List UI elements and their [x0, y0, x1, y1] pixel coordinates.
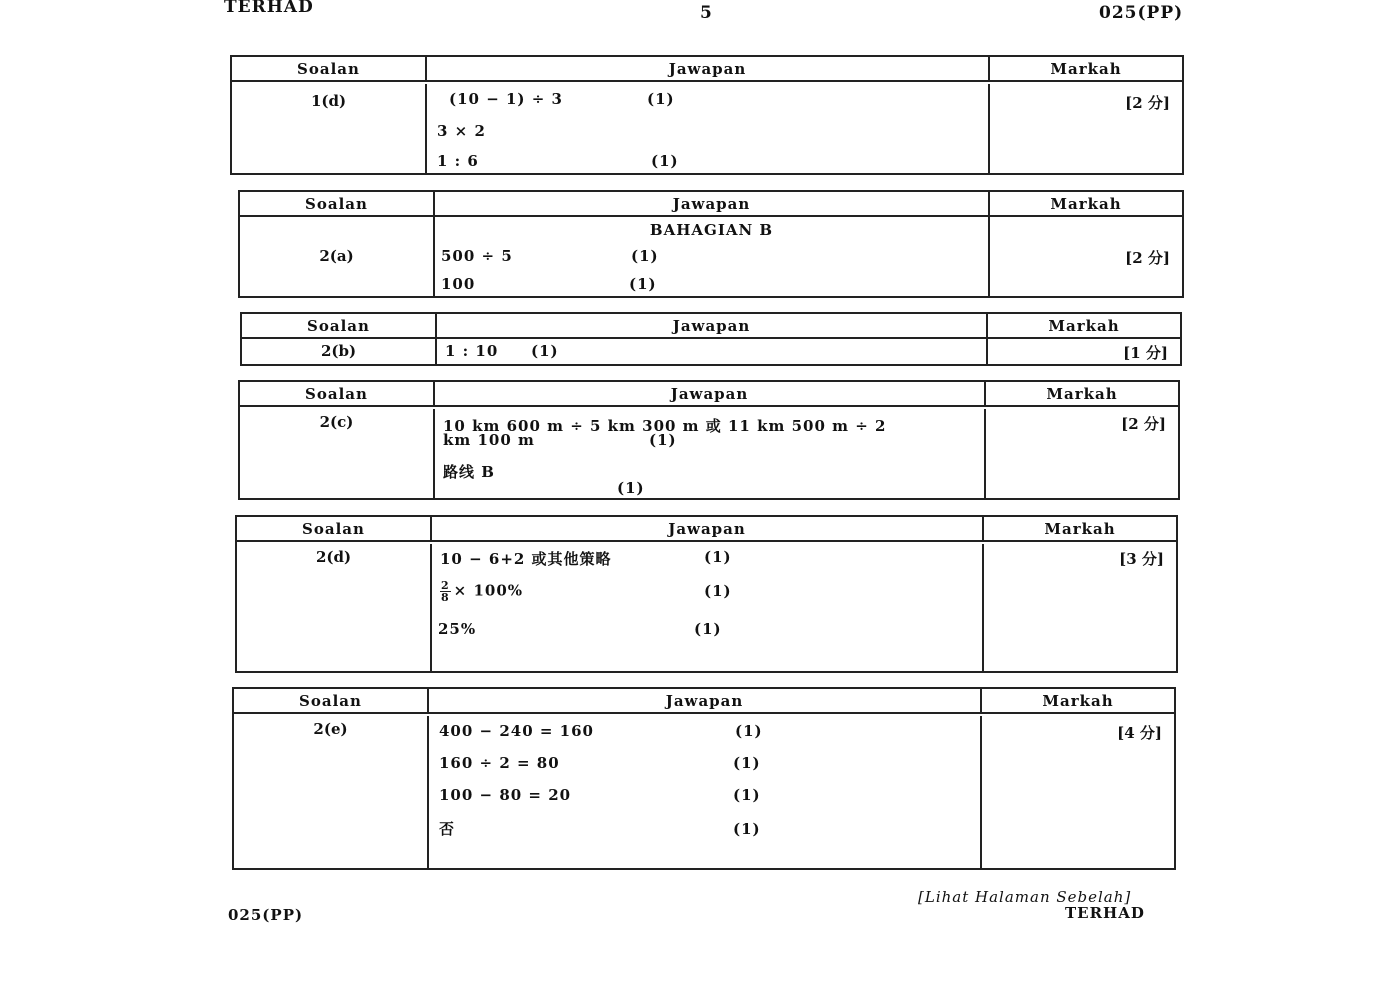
answer-cell [435, 409, 986, 498]
answer-line: 25% [438, 620, 477, 638]
total-marks: [1 分] [1123, 344, 1168, 362]
question-number: 2(a) [240, 217, 435, 296]
footer-see-next-page: [Lihat Halaman Sebelah] [918, 888, 1132, 906]
header-classification: TERHAD [224, 0, 314, 17]
mark-allocation: (1) [649, 431, 677, 449]
total-marks: [2 分] [1125, 249, 1170, 267]
answer-line: km 100 m [443, 431, 535, 449]
question-number: 2(e) [234, 716, 429, 868]
mark-allocation: (1) [647, 90, 675, 108]
total-marks: [2 分] [1121, 415, 1166, 433]
answer-table-2a [238, 190, 1184, 298]
answer-line: 100 − 80 = 20 [439, 786, 572, 804]
answer-table-2b [240, 312, 1182, 366]
column-header-marks: Markah [988, 314, 1180, 339]
answer-line: 10 − 6+2 或其他策略 [440, 550, 612, 568]
answer-line: 160 ÷ 2 = 80 [439, 754, 560, 772]
mark-allocation: (1) [631, 247, 659, 265]
mark-allocation: (1) [735, 722, 763, 740]
mark-allocation: (1) [651, 152, 679, 170]
answer-line: 否 [439, 820, 456, 838]
answer-line: 1 : 6 [437, 152, 479, 170]
mark-allocation: (1) [617, 479, 645, 497]
page-number: 5 [700, 3, 713, 23]
mark-allocation: (1) [629, 275, 657, 293]
mark-allocation: (1) [694, 620, 722, 638]
total-marks: [4 分] [1117, 724, 1162, 742]
mark-allocation: (1) [733, 754, 761, 772]
answer-line: 10 km 600 m ÷ 5 km 300 m 或 11 km 500 m ÷ 2 [443, 417, 887, 435]
answer-line: $\frac{2}{8}$ × 100% [441, 579, 524, 604]
total-marks: [2 分] [1125, 94, 1170, 112]
column-header-answer: Jawapan [435, 192, 990, 217]
column-header-question: Soalan [232, 57, 427, 82]
question-number: 1(d) [232, 84, 427, 173]
column-header-question: Soalan [237, 517, 432, 542]
column-header-answer: Jawapan [437, 314, 988, 339]
column-header-answer: Jawapan [429, 689, 982, 714]
answer-table-1d [230, 55, 1184, 175]
column-header-marks: Markah [986, 382, 1178, 407]
mark-allocation: (1) [733, 820, 761, 838]
question-number: 2(d) [237, 544, 432, 671]
answer-line: 500 ÷ 5 [441, 247, 513, 265]
column-header-question: Soalan [234, 689, 429, 714]
mark-allocation: (1) [704, 548, 732, 566]
answer-cell [437, 339, 988, 364]
header-paper-code: 025(PP) [1099, 3, 1184, 23]
answer-line: 100 [441, 275, 476, 293]
mark-allocation: (1) [704, 582, 732, 600]
answer-line: 1 : 10 [445, 342, 499, 360]
column-header-question: Soalan [240, 192, 435, 217]
fraction: $\frac{2}{8}$ [441, 579, 450, 604]
section-title: BAHAGIAN B [649, 221, 774, 239]
answer-line: 路线 B [443, 463, 495, 481]
answer-cell [427, 84, 990, 173]
answer-table-2e [232, 687, 1176, 870]
column-header-answer: Jawapan [435, 382, 986, 407]
column-header-marks: Markah [982, 689, 1174, 714]
answer-line: 400 − 240 = 160 [439, 722, 594, 740]
column-header-marks: Markah [984, 517, 1176, 542]
answer-line: (10 − 1) ÷ 3 [449, 90, 563, 108]
question-number: 2(c) [240, 409, 435, 498]
answer-cell [432, 544, 984, 671]
column-header-question: Soalan [240, 382, 435, 407]
column-header-answer: Jawapan [427, 57, 990, 82]
question-number: 2(b) [242, 339, 437, 364]
answer-cell [429, 716, 982, 868]
mark-allocation: (1) [733, 786, 761, 804]
column-header-question: Soalan [242, 314, 437, 339]
column-header-answer: Jawapan [432, 517, 984, 542]
answer-cell [435, 217, 990, 296]
column-header-marks: Markah [990, 192, 1182, 217]
footer-paper-code: 025(PP) [228, 906, 304, 924]
answer-table-2c [238, 380, 1180, 500]
footer-classification: TERHAD [1065, 904, 1145, 922]
answer-line: 3 × 2 [437, 122, 486, 140]
total-marks: [3 分] [1119, 550, 1164, 568]
answer-table-2d [235, 515, 1178, 673]
mark-allocation: (1) [531, 342, 559, 360]
column-header-marks: Markah [990, 57, 1182, 82]
